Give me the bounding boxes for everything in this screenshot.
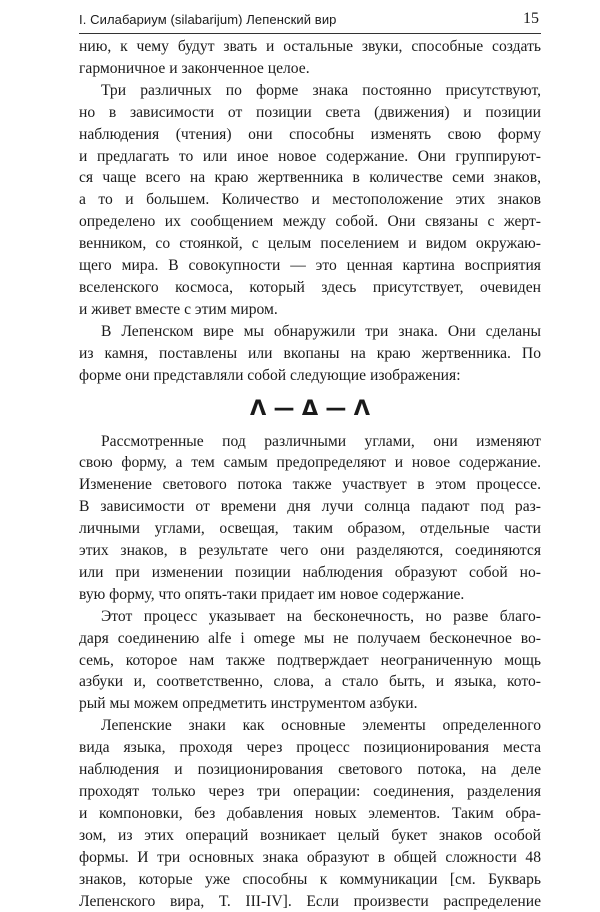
- text-line: вида языка, проходя через процесс позиционирования места: [79, 739, 541, 757]
- text-line: определено их сообщением между собой. Они связаны с жерт-: [79, 213, 541, 231]
- text-line: Этот процесс указывает на бесконечность, но разве благо-: [101, 607, 541, 625]
- text-line: наблюдения и позиционирования светового потока, на деле: [79, 761, 541, 779]
- text-line: знаков, которые уже способны к коммуникации [см. Букварь: [79, 870, 541, 888]
- text-line: но в зависимости от позиции света (движения) и позиции: [79, 103, 541, 121]
- text-line: ся чаще всего на краю жертвенника в количестве семи знаков,: [79, 169, 541, 187]
- text-line: наблюдения (чтения) они способны изменять свою форму: [79, 125, 541, 143]
- paragraph-6: [79, 715, 541, 912]
- text-line: и предлагать то или иное новое содержание. Они группируют-: [79, 147, 541, 165]
- running-header: [79, 9, 541, 34]
- text-line: свою форму, а тем самым предопределяют и новое содержание.: [79, 454, 541, 472]
- text-line: нию, к чему будут звать и остальные звуки, способные создать: [79, 38, 541, 55]
- text-line: проходят только через три операции: соединения, разделения: [79, 783, 541, 800]
- text-line: рый мы можем опредметить инструментом азбуки.: [79, 695, 418, 713]
- text-line: форме они представляли собой следующие изображения:: [79, 366, 461, 384]
- text-line: венником, со стоянкой, с целым поселением и видом окружаю-: [79, 235, 541, 253]
- text-line: вую форму, что опять-таки придает им новое содержание.: [79, 585, 465, 603]
- text-line: личными углами, освещая, таким образом, отдельные части: [79, 520, 541, 538]
- text-line: Рассмотренные под различными углами, они изменяют: [101, 432, 541, 450]
- body-text: [79, 36, 541, 912]
- text-line: и компоновки, без добавления новых элементов. Таким обра-: [79, 804, 541, 822]
- text-line: а то и большем. Количество и местоположение этих знаков: [79, 191, 541, 209]
- paragraph-2: [79, 80, 541, 321]
- paragraph-5: [79, 606, 541, 716]
- text-line: Изменение светового потока также участвует в этом процессе.: [79, 476, 541, 494]
- text-line: Лепенского вира, Т. III-IV]. Если произвести распределение: [79, 892, 541, 910]
- text-line: зом, из этих операций возникает целый букет знаков особой: [79, 826, 541, 844]
- running-title: I. Силабариум (silabarijum) Лепенский вир: [79, 12, 337, 27]
- text-line: и живет вместе с этим миром.: [79, 300, 278, 318]
- text-line: этих знаков, в результате чего они разделяются, соединяются: [79, 542, 541, 560]
- sign-formula: Λ — Δ — Λ: [249, 395, 370, 420]
- page-number: 15: [523, 10, 539, 27]
- text-line: из камня, поставлены или вкопаны на краю жертвенника. По: [79, 344, 541, 362]
- text-line: или при изменении позиции наблюдения образуют собой но-: [79, 563, 541, 581]
- text-line: азбуки и, соответственно, слова, а стало быть, и языка, кото-: [79, 673, 541, 691]
- text-line: семь, которое нам также подтверждает неограниченную мощь: [79, 651, 541, 669]
- text-line: вселенского космоса, который здесь присутствует, очевиден: [79, 278, 541, 296]
- text-line: даря соединению alfe i omege мы не получаем бесконечное во-: [79, 629, 541, 647]
- text-line: гармоничное и законченное целое.: [79, 59, 310, 77]
- text-line: В Лепенском вире мы обнаружили три знака. Они сделаны: [101, 322, 541, 340]
- text-line: В зависимости от времени дня лучи солнца падают под раз-: [79, 498, 541, 516]
- paragraph-1: [79, 36, 541, 80]
- text-line: формы. И три основных знака образуют в общей сложности 48: [79, 848, 541, 866]
- paragraph-4: [79, 431, 541, 606]
- paragraph-3: [79, 321, 541, 387]
- text-line: Лепенские знаки как основные элементы определенного: [101, 717, 541, 735]
- text-line: щего мира. В совокупности — это ценная картина восприятия: [79, 257, 541, 275]
- text-line: Три различных по форме знака постоянно присутствуют,: [101, 81, 541, 99]
